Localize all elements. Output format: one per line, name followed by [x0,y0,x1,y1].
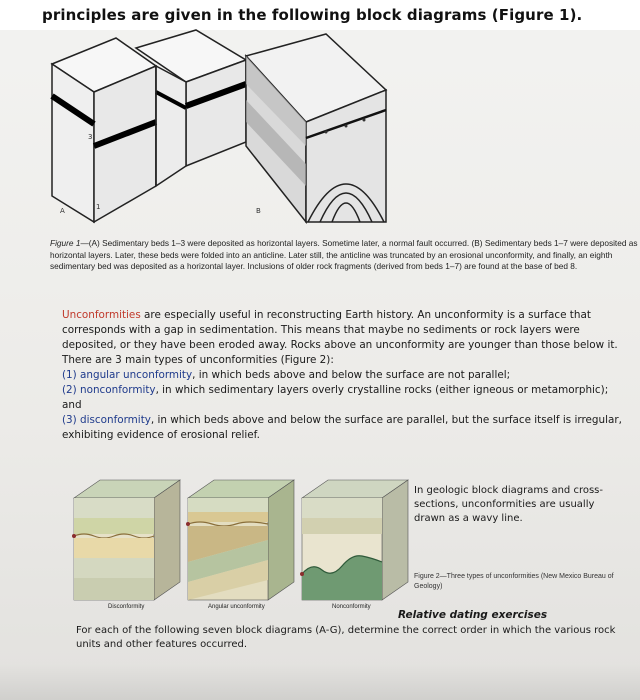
item-1-number: (1) [62,369,81,381]
exercise-title: Relative dating exercises [398,609,548,621]
item-1-rest: , in which beds above and below the surface are not parallel; [192,369,511,381]
term-disconformity: disconformity [80,414,151,426]
list-item-3 [62,413,622,443]
term-nonconformity: nonconformity [80,384,156,396]
label-nonconformity: Nonconformity [332,604,371,610]
label-angular-unconformity: Angular unconformity [208,604,265,610]
figure-1-label-a: A [60,207,65,215]
label-disconformity: Disconformity [108,604,145,610]
disconformity-block [74,480,180,600]
intro-paragraph [62,308,622,368]
exercise-instructions: For each of the following seven block diagrams (A-G), determine the correct order in which the various rock units and other features occurred. [76,625,616,650]
figure-1-block-diagrams [46,26,596,226]
list-item-2 [62,383,622,413]
item-2-number: (2) [62,384,81,396]
item-3-rest: , in which beds above and below the surface are parallel, but the surface itself is irregular, exhibiting evidence of erosional relief. [62,414,622,441]
bed-label-3: 3 [88,133,93,141]
figure-1-caption-label: Figure 1 [50,238,81,248]
figure-1-caption [50,238,640,273]
intro-rest: are especially useful in reconstructing Earth history. An unconformity is a surface that corresponds with a gap in sedimentation. This means that maybe no sediments or rock layers were deposited, or they have been eroded away. Rocks above an unconformity are younger than those below it. There are 3 main types of unconformities (Figure 2): [62,309,618,366]
bed-label-1: 1 [96,203,101,211]
list-item-1 [62,368,622,383]
block-a [52,30,246,222]
bottom-shadow [0,664,640,700]
angular-unconformity-block [188,480,294,600]
figure-2-unconformity-diagrams [70,470,410,620]
term-angular-unconformity: angular unconformity [80,369,193,381]
item-2-rest: , in which sedimentary layers overly crystalline rocks (either igneous or metamorphic); and [62,384,609,411]
figure-1-caption-text: —(A) Sedimentary beds 1–3 were deposited as horizontal layers. Sometime later, a normal fault occurred. (B) Sedimentary beds 1–7 were deposited as horizontal layers. Later, these beds were folded into an anticline. Later still, the anticline was truncated by an erosional unconformity, and finally, an eighth sedimentary bed was deposited as a horizontal layer. Inclusions of older rock fragments (derived from beds 1–7) are found at the base of bed 8. [50,238,638,272]
nonconformity-block [302,480,408,600]
unconformity-drawing-note: In geologic block diagrams and cross-sections, unconformities are usually drawn as a wavy line. [414,485,603,524]
page-heading: principles are given in the following block diagrams (Figure 1). [42,6,583,24]
block-b [246,34,386,222]
figure-2-caption: Figure 2—Three types of unconformities (New Mexico Bureau of Geology) [414,573,614,590]
figure-1-label-b: B [256,207,261,215]
item-3-number: (3) [62,414,81,426]
unconformity-paragraph [62,308,622,443]
term-unconformities: Unconformities [62,309,141,321]
